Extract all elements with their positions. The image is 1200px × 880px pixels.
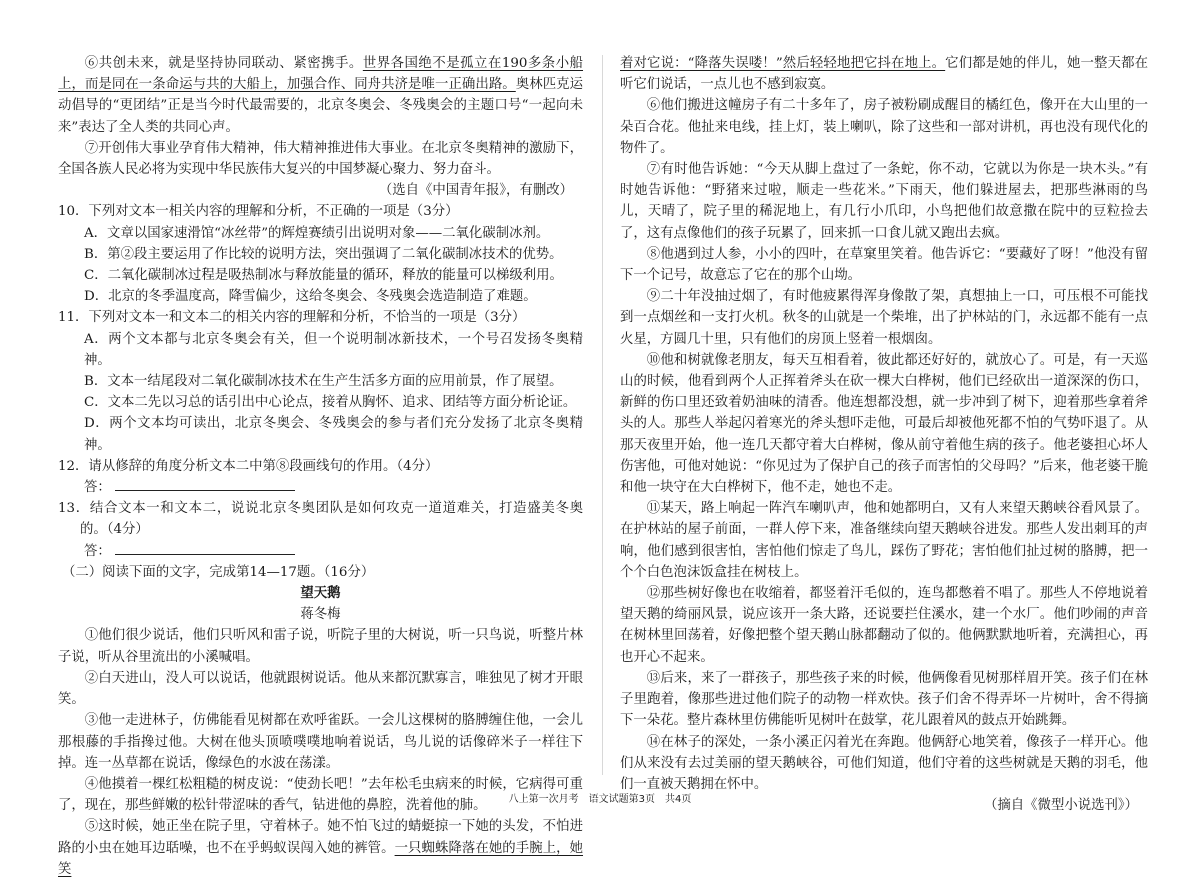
answer-line[interactable] xyxy=(115,541,295,555)
story-paragraph-13: ⑬后来，来了一群孩子，那些孩子来的时候，他俩像看见树那样眉开笑。孩子们在林子里跑着，像那些进过他们院子的动物一样欢快。孩子们舍不得弄坏一片树叶，舍不得摘下一朵花。整片森林里仿佛能听见树叶在鼓掌，花儿跟着风的鼓点开始跳舞。 xyxy=(620,670,1148,729)
option-11a: A．两个文本都与北京冬奥会有关，但一个说明制冰新技术，一个号召发扬冬奥精神。 xyxy=(84,331,583,368)
page-footer: 八上第一次月考 语文试题第3页 共4页 xyxy=(508,794,692,805)
answer-13: 答： xyxy=(58,541,583,562)
option-10a: A．文章以国家速滑馆“冰丝带”的辉煌赛绩引出说明对象——二氧化碳制冰剂。 xyxy=(84,225,550,241)
story-paragraph-6: ⑥他们搬进这幢房子有二十多年了，房子被粉刷成醒目的橘红色，像开在大山里的一朵百合花。他扯来电线，挂上灯，装上喇叭，除了这些和一部对讲机，再也没有现代化的物件了。 xyxy=(620,98,1148,156)
paragraph-6: ⑥共创未来，就是坚持协同联动、紧密携手。世界各国绝不是孤立在190多条小船上，而是同在一条命运与共的大船上，加强合作、同舟共济是唯一正确出路。奥林匹克运动倡导的“更团结”正是当今时代最需要的，北京冬奥会、冬残奥会的主题口号“一起向未来”表达了全人类的共同心声。 xyxy=(58,56,584,135)
story-paragraph-9: ⑨二十年没抽过烟了，有时他疲累得浑身像散了架，真想抽上一口，可压根不可能找到一点烟丝和一支打火机。秋冬的山就是一个柴堆，出了护林站的门，永远都不能有一点火星，方圆几十里，只有他们的房顶上竖着一根烟囱。 xyxy=(620,289,1148,347)
story-paragraph-7: ⑦有时他告诉她：“今天从脚上盘过了一条蛇，你不动，它就以为你是一块木头。”有时她告诉他：“野猪来过啦，顺走一些花米。”下雨天，他们躲进屋去，把那些淋雨的鸟儿，天晴了，院子里的稀泥地上，有几行小爪印，小鸟把他们故意撒在院中的豆粒捡去了，这有点像他们的孩子玩累了，回来抓一口食儿就又跑出去疯。 xyxy=(620,162,1148,241)
answer-line[interactable] xyxy=(115,477,295,491)
story-paragraph-5-continued: 着对它说：“降落失误喽！”然后轻轻地把它抖在地上。它们都是她的伴儿，她一整天都在听它们说话，一点儿也不感到寂寞。 xyxy=(620,56,1148,93)
option-10c: C．二氧化碳制冰过程是吸热制冰与释放能量的循环，释放的能量可以梯级利用。 xyxy=(84,268,563,284)
question-12: 12．请从修辞的角度分析文本二中第⑧段画线句的作用。（4分） xyxy=(58,458,439,474)
story-paragraph-5: ⑤这时候，她正坐在院子里，守着林子。她不怕飞过的蜻蜓掠一下她的头发，不怕进路的小虫在她耳边聒噪，也不在乎蚂蚁误闯入她的裤管。一只蜘蛛降落在她的手腕上，她笑 xyxy=(58,819,584,877)
source-note: （选自《中国青年报》，有删改） xyxy=(378,183,573,199)
source-note: （摘自《微型小说选刊》） xyxy=(984,798,1138,814)
underlined-sentence: 世界各国绝不是孤立在190多条小船上，而是同在一条命运与共的大船上，加强合作、同舟共济是唯一正确出路。 xyxy=(58,56,584,93)
section-heading: （二）阅读下面的文字，完成第14—17题。（16分） xyxy=(62,564,375,580)
story-paragraph-14: ⑭在林子的深处，一条小溪正闪着光在奔跑。他俩舒心地笑着，像孩子一样开心。他们从来没有去过美丽的望天鹅峡谷，可他们知道，他们守着的这些树就是天鹅的羽毛，他们一直被天鹅拥在怀中。 xyxy=(620,734,1148,792)
option-11b: B．文本一结尾段对二氧化碳制冰技术在生产生活多方面的应用前景，作了展望。 xyxy=(84,374,563,390)
story-paragraph-4: ④他摸着一棵红松粗糙的树皮说：“使劲长吧！”去年松毛虫病来的时候，它病得可重了，现在，那些鲜嫩的松针带涩味的香气，钻进他的鼻腔，洗着他的肺。 xyxy=(58,776,583,814)
question-11: 11．下列对文本一和文本二的相关内容的理解和分析，不恰当的一项是（3分） xyxy=(58,310,526,326)
answer-12: 答： xyxy=(58,477,583,498)
question-10: 10．下列对文本一相关内容的理解和分析，不正确的一项是（3分） xyxy=(58,204,459,220)
story-title: 望天鹅 xyxy=(300,586,341,602)
right-column xyxy=(620,53,1148,816)
underlined-sentence: 着对它说：“降落失误喽！”然后轻轻地把它抖在地上。 xyxy=(620,56,946,71)
option-10b: B．第②段主要运用了作比较的说明方法，突出强调了二氧化碳制冰技术的优势。 xyxy=(84,246,563,262)
story-paragraph-2: ②白天进山，没人可以说话，他就跟树说话。他从来都沉默寡言，唯独见了树才开眼笑。 xyxy=(58,670,583,708)
column-divider xyxy=(602,55,603,775)
question-13: 13．结合文本一和文本二，说说北京冬奥团队是如何攻克一道道难关，打造盛美冬奥的。（4分） xyxy=(58,501,583,538)
option-11d: D．两个文本均可读出，北京冬奥会、冬残奥会的参与者们充分发扬了北京冬奥精神。 xyxy=(84,416,583,453)
story-paragraph-11: ⑪某天，路上响起一阵汽车喇叭声，他和她都明白，又有人来望天鹅峡谷看风景了。在护林站的屋子前面，一群人停下来，准备继续向望天鹅峡谷进发。那些人发出刺耳的声响，他们感到很害怕，害怕他们惊走了鸟儿，踩伤了野花；害怕他们扯过树的胳膊，把一个个白色泡沫饭盒挂在树枝上。 xyxy=(620,501,1148,580)
underlined-sentence: 一只蜘蛛降落在她的手腕上，她笑 xyxy=(58,840,584,877)
story-author: 蒋冬梅 xyxy=(300,607,341,623)
paragraph-7: ⑦开创伟大事业孕育伟大精神，伟大精神推进伟大事业。在北京冬奥精神的激励下，全国各族人民必将为实现中华民族伟大复兴的中国梦凝心聚力、努力奋斗。 xyxy=(58,140,583,178)
story-paragraph-8: ⑧他遇到过人参，小小的四叶，在草窠里笑着。他告诉它：“要藏好了呀！”他没有留下一个记号，故意忘了它在的那个山坳。 xyxy=(620,246,1148,284)
story-paragraph-3: ③他一走进林子，仿佛能看见树都在欢呼雀跃。一会儿这棵树的胳膊缠住他，一会儿那根藤的手指搀过他。大树在他头顶喷噗噗地响着说话，鸟儿说的话像碎米子一样往下掉。连一丛草都在说话，像绿色的水波在荡漾。 xyxy=(58,713,583,771)
story-paragraph-12: ⑫那些树好像也在收缩着，都竖着汗毛似的，连鸟都憋着不唱了。那些人不停地说着望天鹅的绮丽风景，说应该开一条大路，还说要拦住溪水，建一个水厂。他们吵闹的声音在树林里回荡着，好像把整个望天鹅山脉都翻动了似的。他俩默默地听着，充满担心，再也开心不起来。 xyxy=(620,586,1148,665)
left-column xyxy=(58,53,583,880)
story-paragraph-1: ①他们很少说话，他们只听风和雷子说，听院子里的大树说，听一只鸟说，听整片林子说，听从谷里流出的小溪喊唱。 xyxy=(58,628,583,665)
option-10d: D．北京的冬季温度高，降雪偏少，这给冬奥会、冬残奥会选造制造了难题。 xyxy=(84,289,537,305)
story-paragraph-10: ⑩他和树就像老朋友，每天互相看着，彼此都还好好的，就放心了。可是，有一天巡山的时候，他看到两个人正挥着斧头在砍一棵大白桦树，他们已经砍出一道深深的伤口，新鲜的伤口里还致着奶油味的清香。他连想都没想，就一步冲到了树下，迎着那些拿着斧头的人。那些人举起闪着寒光的斧头想吓走他，可最后却被他死都不怕的气势吓退了。从那天夜里开始，他一连几天都守着大白桦树，像从前守着他生病的孩子。他老婆担心坏人伤害他，可他对她说：“你见过为了保护自己的孩子而害怕的父母吗？”后来，他老婆干脆和他一块守在大白桦树下，他不走，她也不走。 xyxy=(620,352,1148,496)
option-11c: C．文本二先以习总的话引出中心论点，接着从胸怀、追求、团结等方面分析论证。 xyxy=(84,395,577,411)
